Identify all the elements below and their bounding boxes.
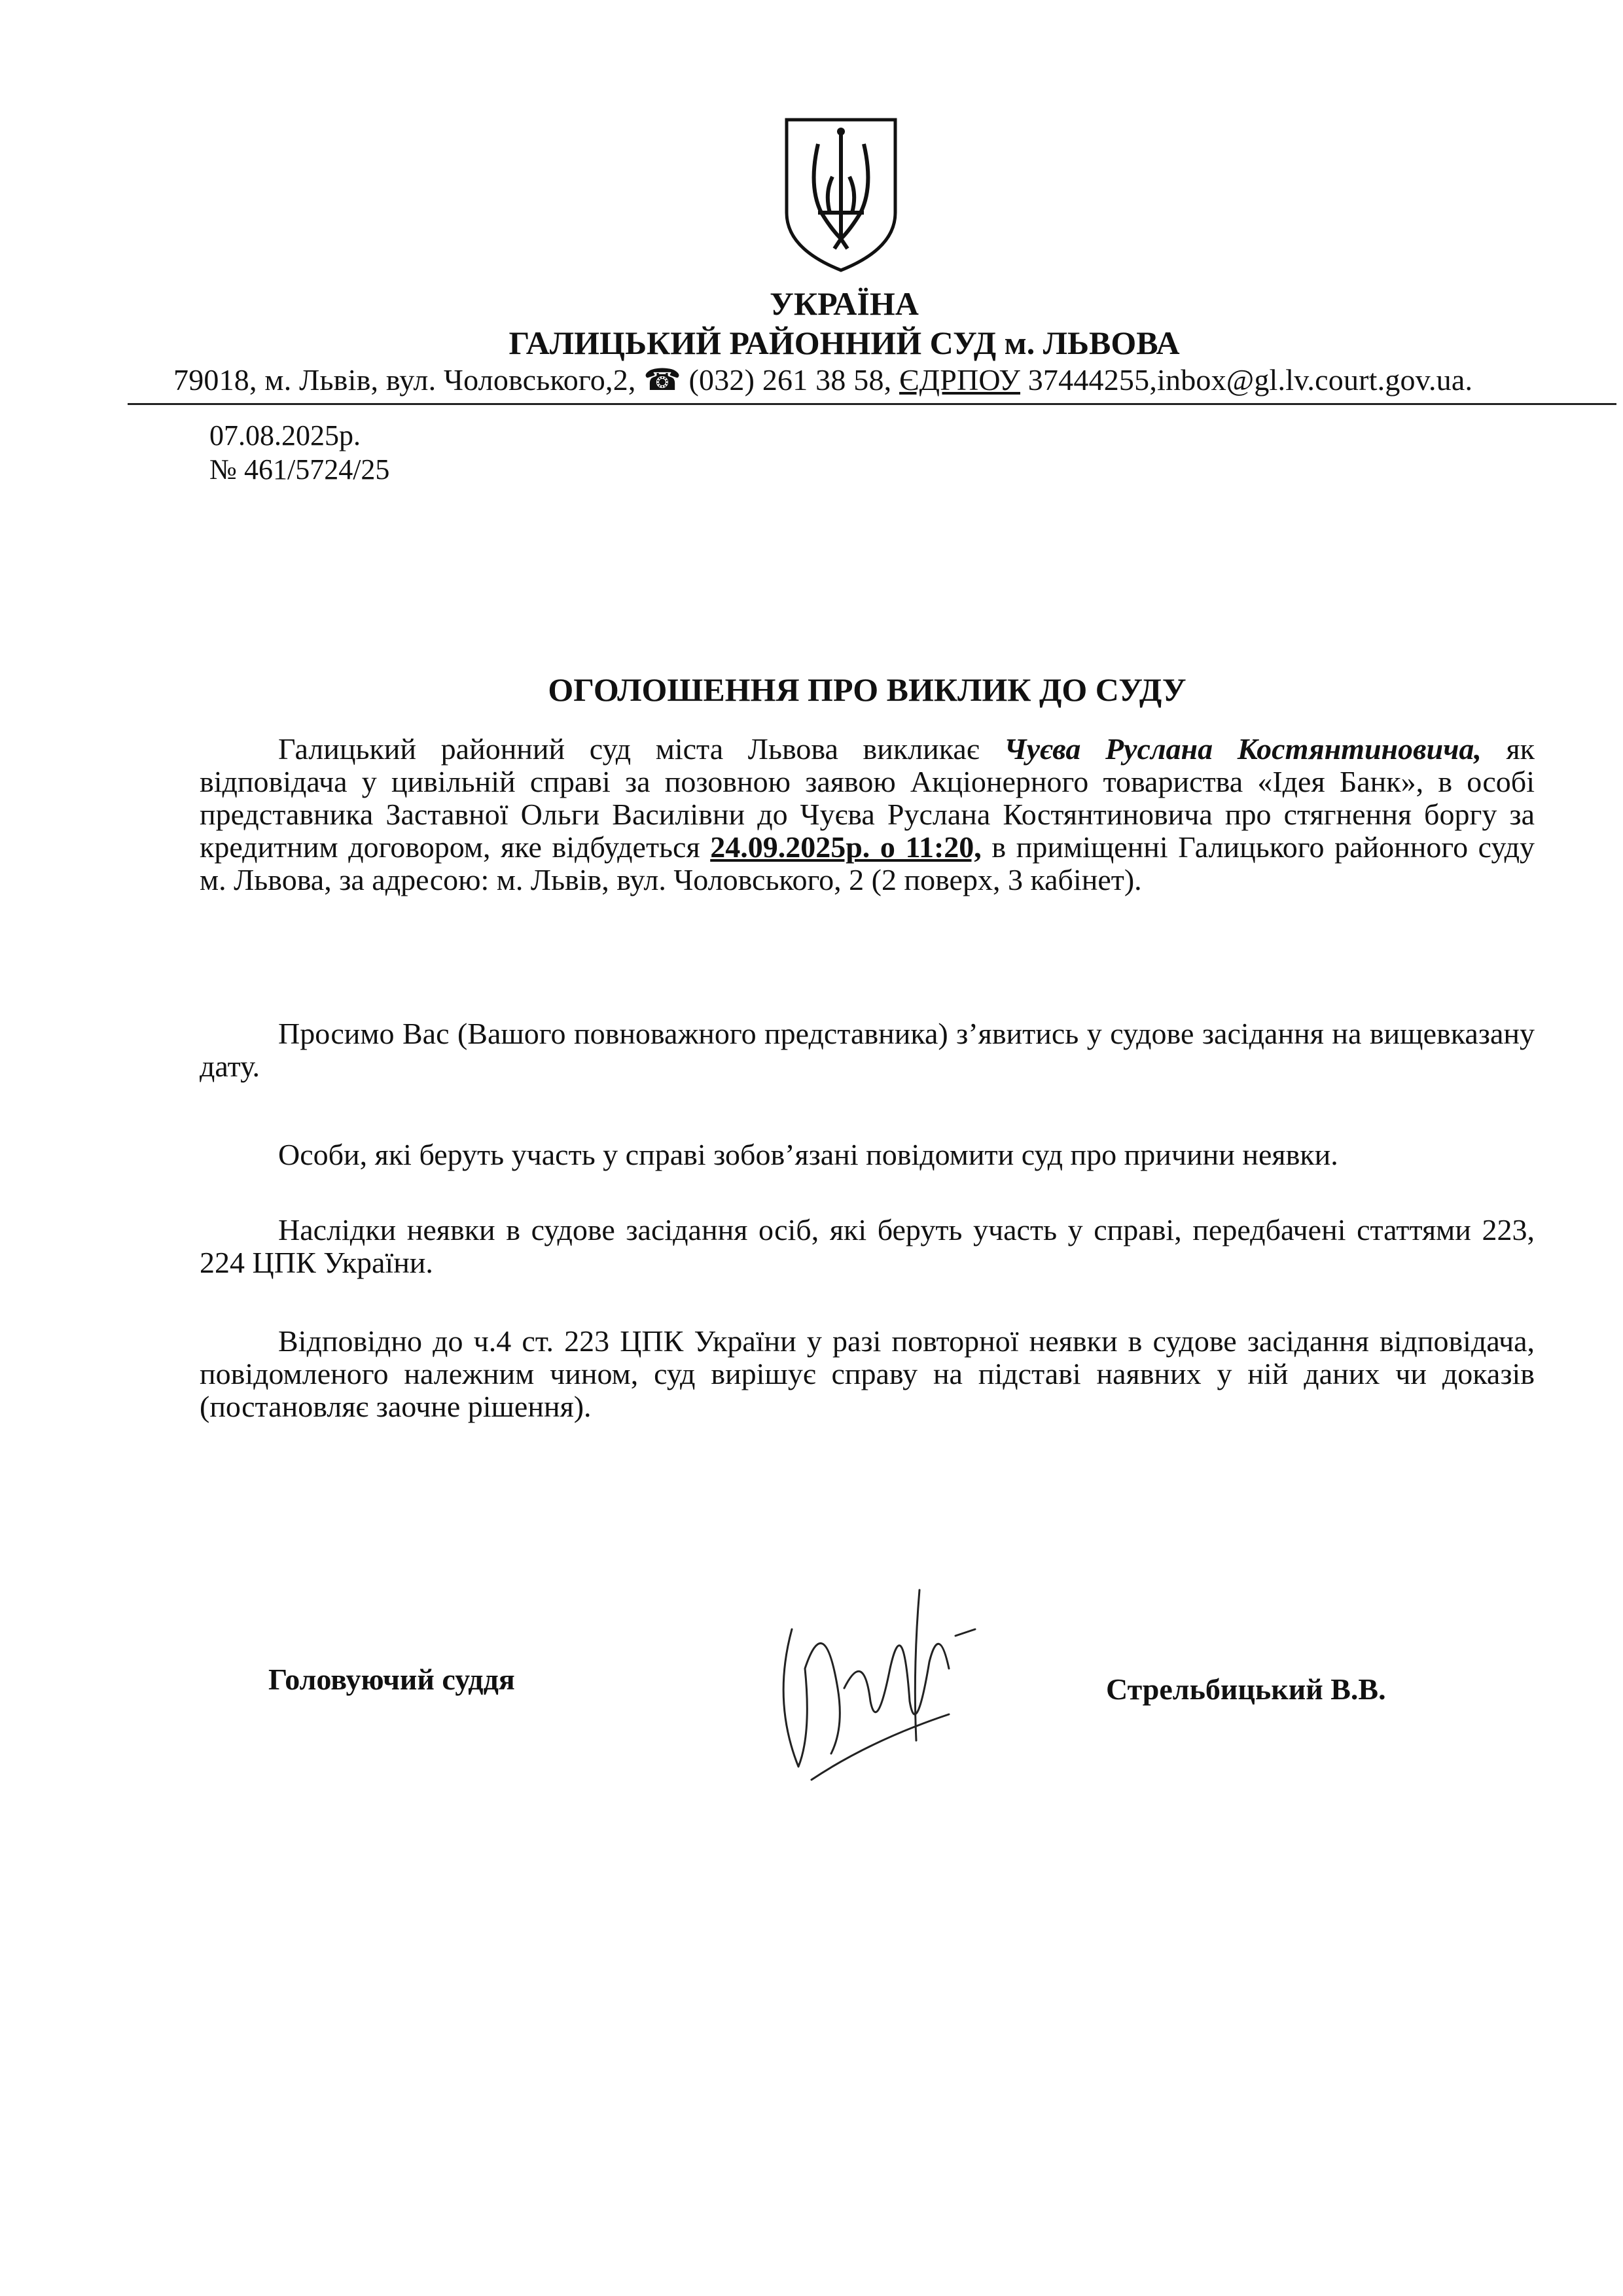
paragraph-obligation: Особи, які беруть участь у справі зобов’язані повідомити суд про причини неявки. xyxy=(278,1138,1338,1171)
judge-name: Стрельбицький В.В. xyxy=(1106,1672,1386,1706)
summons-location: в приміщенні Галицького районного суду м. Львова, за адресою: м. Львів, вул. Чоловського, 2 (2 поверх, 3 кабінет). xyxy=(200,830,1535,896)
handwritten-signature xyxy=(753,1570,1001,1799)
header-divider xyxy=(128,403,1616,405)
hearing-datetime: 24.09.2025р. о 11:20, xyxy=(710,830,982,864)
document-title: ОГОЛОШЕННЯ ПРО ВИКЛИК ДО СУДУ xyxy=(548,671,1186,708)
paragraph-default-judgment: Відповідно до ч.4 ст. 223 ЦПК України у разі повторної неявки в судове засідання відповідача, повідомленого належним чином, суд вирішує справу на підставі наявних у ній даних чи доказів (постановляє заочне рішення). xyxy=(200,1324,1535,1423)
phone-icon: ☎ xyxy=(643,363,689,397)
phone-number: (032) 261 38 58, xyxy=(688,363,892,397)
summons-intro: Галицький районний суд міста Львова викликає xyxy=(278,732,1005,766)
country-heading: УКРАЇНА xyxy=(770,285,919,322)
edrpou-label: ЄДРПОУ xyxy=(899,363,1021,397)
case-number: № 461/5724/25 xyxy=(209,453,390,486)
defendant-name: Чуєва Руслана Костянтиновича, xyxy=(1004,732,1482,766)
coat-of-arms-icon xyxy=(779,115,903,275)
judge-position: Головуючий суддя xyxy=(268,1663,515,1696)
paragraph-consequences: Наслідки неявки в судове засідання осіб, які беруть участь у справі, передбачені статтями 223, 224 ЦПК України. xyxy=(200,1213,1535,1279)
edrpou-email: 37444255,inbox@gl.lv.court.gov.ua. xyxy=(1027,363,1473,397)
paragraph-summons xyxy=(200,733,1535,896)
summons-details: як відповідача у цивільній справі за позовною заявою Акціонерного товариства «Ідея Банк», в особі представника Заставної Ольги Василівни до Чуєва Руслана Костянтиновича про стягнення боргу за кредитним договором, яке відбудеться xyxy=(200,732,1535,864)
paragraph-request: Просимо Вас (Вашого повноважного представника) з’явитись у судове засідання на вищевказану дату. xyxy=(200,1017,1535,1083)
address-text: 79018, м. Львів, вул. Чоловського,2, xyxy=(173,363,644,397)
court-address-line xyxy=(173,362,1472,397)
court-name: ГАЛИЦЬКИЙ РАЙОННИЙ СУД м. ЛЬВОВА xyxy=(508,325,1180,361)
document-date: 07.08.2025р. xyxy=(209,419,361,451)
